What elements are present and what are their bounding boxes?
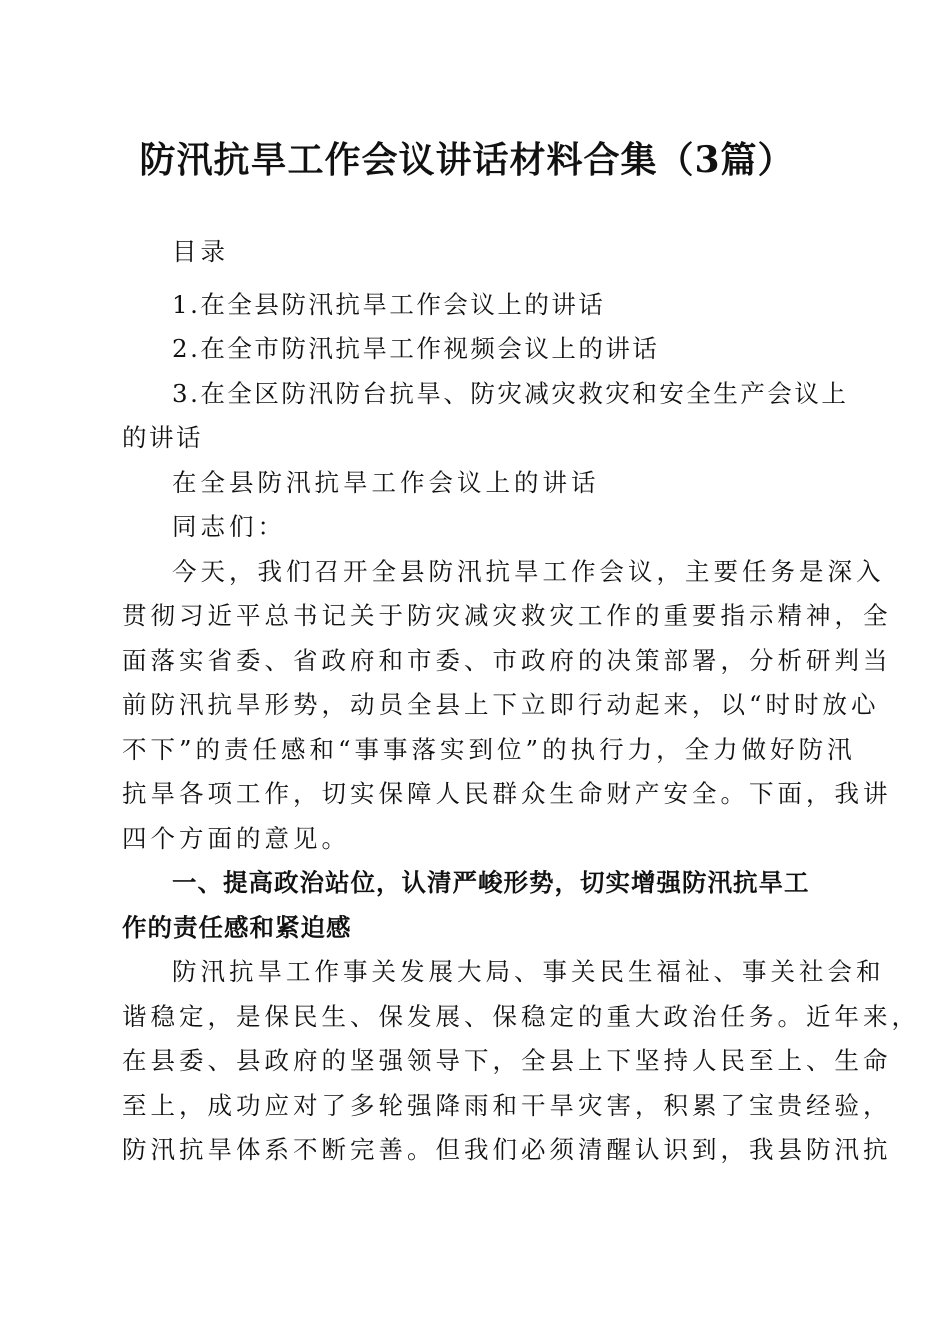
toc-heading: 目录	[172, 237, 229, 266]
toc-item-3: 3.在全区防汛防台抗旱、防灾减灾救灾和安全生产会议上	[172, 378, 849, 408]
paragraph-line: 抗旱各项工作，切实保障人民群众生命财产安全。下面，我讲	[122, 779, 892, 808]
document-title: 防汛抗旱工作会议讲话材料合集（3篇）	[139, 139, 795, 181]
paragraph-line: 防汛抗旱工作事关发展大局、事关民生福祉、事关社会和	[172, 957, 885, 986]
document-body	[122, 230, 920, 1173]
paragraph-line: 今天，我们召开全县防汛抗旱工作会议，主要任务是深入	[172, 556, 885, 586]
paragraph-line: 在县委、县政府的坚强领导下，全县上下坚持人民至上、生命	[122, 1046, 892, 1075]
section-heading: 一、提高政治站位，认清严峻形势，切实增强防汛抗旱工	[172, 868, 810, 897]
salutation: 同志们：	[172, 512, 286, 541]
section-heading-continued: 作的责任感和紧迫感	[122, 912, 352, 942]
speech-title: 在全县防汛抗旱工作会议上的讲话	[172, 467, 600, 497]
toc-item-1: 1.在全县防汛抗旱工作会议上的讲话	[172, 289, 606, 319]
paragraph-line: 防汛抗旱体系不断完善。但我们必须清醒认识到，我县防汛抗	[122, 1135, 892, 1164]
paragraph-line: 至上，成功应对了多轮强降雨和干旱灾害，积累了宝贵经验，	[122, 1090, 892, 1120]
paragraph-line: 谐稳定，是保民生、保发展、保稳定的重大政治任务。近年来，	[122, 1001, 920, 1031]
paragraph-line: 贯彻习近平总书记关于防灾减灾救灾工作的重要指示精神，全	[122, 601, 892, 630]
paragraph-line: 前防汛抗旱形势，动员全县上下立即行动起来，以“时时放心	[122, 690, 880, 719]
toc-item-2: 2.在全市防汛抗旱工作视频会议上的讲话	[172, 334, 660, 363]
toc-item-3-continued: 的讲话	[122, 423, 203, 452]
paragraph-line: 不下”的责任感和“事事落实到位”的执行力，全力做好防汛	[122, 734, 856, 764]
paragraph-line: 四个方面的意见。	[122, 823, 350, 853]
paragraph-line: 面落实省委、省政府和市委、市政府的决策部署，分析研判当	[122, 645, 892, 675]
